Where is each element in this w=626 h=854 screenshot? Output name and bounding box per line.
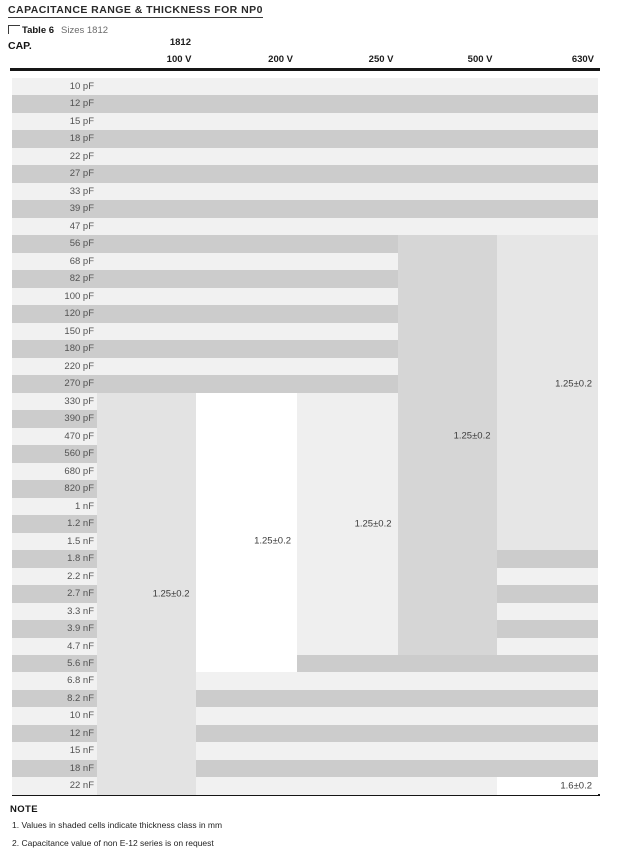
voltage-header-v630: 630V: [571, 54, 594, 65]
thickness-value: 1.25±0.2: [555, 378, 592, 390]
table-cell: [497, 305, 599, 322]
row-label-cell: 100 pF: [12, 288, 97, 305]
table-cell: [97, 777, 196, 794]
table-cell: [297, 445, 398, 462]
table-cell: [297, 742, 398, 759]
table-cell: [497, 585, 599, 602]
row-label-cell: 56 pF: [12, 235, 97, 252]
table-cell: [497, 445, 599, 462]
table-cell: [97, 533, 196, 550]
table-cell: [398, 95, 497, 112]
table-cell: [398, 253, 497, 270]
table-cell: [97, 620, 196, 637]
voltage-header-v200: 200 V: [268, 54, 293, 65]
table-cell: [497, 498, 599, 515]
row-label-cell: 3.9 nF: [12, 620, 97, 637]
column-v200: [196, 78, 298, 795]
table-cell: [297, 760, 398, 777]
table-cell: [497, 113, 599, 130]
table-cell: [97, 760, 196, 777]
page-title: CAPACITANCE RANGE & THICKNESS FOR NP0: [8, 4, 263, 16]
table-cell: [297, 323, 398, 340]
table-cell: [97, 742, 196, 759]
table-cell: [297, 655, 398, 672]
table-cell: [497, 235, 599, 252]
row-label-cell: 82 pF: [12, 270, 97, 287]
table-cell: [398, 568, 497, 585]
table-cell: [497, 78, 599, 95]
table-reference: [8, 25, 108, 36]
table-cell: [297, 707, 398, 724]
table-cell: [196, 305, 298, 322]
cap-column-header: CAP.: [8, 40, 32, 52]
row-label-cell: 39 pF: [12, 200, 97, 217]
table-cell: [297, 393, 398, 410]
row-label-cell: 47 pF: [12, 218, 97, 235]
table-cell: [398, 288, 497, 305]
table-cell: [97, 358, 196, 375]
table-cell: [398, 218, 497, 235]
row-label-cell: 68 pF: [12, 253, 97, 270]
table-cell: [398, 340, 497, 357]
table-cell: [398, 742, 497, 759]
voltage-header-v100: 100 V: [166, 54, 192, 65]
table-cell: [196, 183, 298, 200]
table-cell: [497, 725, 599, 742]
table-cell: [297, 672, 398, 689]
table-cell: [297, 603, 398, 620]
table-cell: [297, 305, 398, 322]
table-cell: [97, 655, 196, 672]
table-cell: [497, 393, 599, 410]
table-cell: [196, 620, 298, 637]
table-cell: [196, 585, 298, 602]
row-label-cell: 1.2 nF: [12, 515, 97, 532]
corner-bracket-icon: [8, 25, 20, 34]
table-cell: [97, 603, 196, 620]
table-cell: [196, 113, 298, 130]
table-cell: [398, 515, 497, 532]
table-cell: [196, 148, 298, 165]
table-cell: [97, 568, 196, 585]
row-label-cell: 330 pF: [12, 393, 97, 410]
table-cell: [97, 218, 196, 235]
table-cell: [297, 270, 398, 287]
row-label-cell: 33 pF: [12, 183, 97, 200]
row-label-cell: 10 nF: [12, 707, 97, 724]
table-cell: [398, 270, 497, 287]
table-cell: [497, 760, 599, 777]
table-cell: [196, 515, 298, 532]
table-cell: [497, 550, 599, 567]
table-cell: [398, 620, 497, 637]
table-cell: [196, 270, 298, 287]
table-cell: [398, 305, 497, 322]
table-cell: [97, 148, 196, 165]
row-label-cell: 2.2 nF: [12, 568, 97, 585]
table-cell: [398, 655, 497, 672]
row-label-cell: 390 pF: [12, 410, 97, 427]
table-cell: [97, 165, 196, 182]
table-cell: [398, 498, 497, 515]
row-label-cell: 15 nF: [12, 742, 97, 759]
table-cell: [97, 725, 196, 742]
table-cell: [297, 463, 398, 480]
table-number: Table 6: [22, 25, 55, 36]
table-cell: [297, 533, 398, 550]
table-cell: [196, 358, 298, 375]
row-label-column: [12, 78, 97, 795]
table-cell: [97, 428, 196, 445]
table-cell: [398, 235, 497, 252]
table-cell: [97, 305, 196, 322]
table-cell: [97, 253, 196, 270]
table-cell: [297, 498, 398, 515]
voltage-header-v250: 250 V: [368, 54, 394, 65]
table-cell: [497, 270, 599, 287]
row-label-cell: 18 pF: [12, 130, 97, 147]
row-label-cell: 10 pF: [12, 78, 97, 95]
row-label-cell: 12 nF: [12, 725, 97, 742]
table-cell: [497, 620, 599, 637]
table-cell: [497, 200, 599, 217]
row-label-cell: 6.8 nF: [12, 672, 97, 689]
table-cell: [497, 480, 599, 497]
table-cell: [398, 445, 497, 462]
row-label-cell: 180 pF: [12, 340, 97, 357]
table-cell: [97, 672, 196, 689]
table-cell: [398, 760, 497, 777]
table-cell: [297, 340, 398, 357]
table-cell: [97, 410, 196, 427]
table-cell: [196, 638, 298, 655]
table-cell: [97, 393, 196, 410]
thickness-value: 1.25±0.2: [152, 588, 190, 600]
table-cell: [297, 148, 398, 165]
table-cell: [398, 148, 497, 165]
row-label-cell: 18 nF: [12, 760, 97, 777]
table-cell: [97, 690, 196, 707]
table-cell: [196, 550, 298, 567]
table-cell: [497, 603, 599, 620]
table-cell: [97, 445, 196, 462]
table-cell: [97, 480, 196, 497]
column-v630: [497, 78, 599, 795]
table-cell: [196, 463, 298, 480]
table-cell: [297, 358, 398, 375]
table-cell: [297, 480, 398, 497]
table-cell: [196, 95, 298, 112]
table-cell: [196, 777, 298, 794]
table-cell: [196, 165, 298, 182]
row-label-cell: 5.6 nF: [12, 655, 97, 672]
table-cell: [497, 742, 599, 759]
column-v100: [97, 78, 196, 795]
table-cell: [497, 288, 599, 305]
table-cell: [398, 725, 497, 742]
row-label-cell: 560 pF: [12, 445, 97, 462]
table-cell: [196, 655, 298, 672]
table-cell: [97, 323, 196, 340]
row-label-cell: 680 pF: [12, 463, 97, 480]
table-cell: [196, 672, 298, 689]
table-cell: [97, 113, 196, 130]
table-cell: [297, 777, 398, 794]
row-label-cell: 150 pF: [12, 323, 97, 340]
row-label-cell: 27 pF: [12, 165, 97, 182]
table-cell: [297, 638, 398, 655]
table-cell: [497, 165, 599, 182]
table-cell: [196, 690, 298, 707]
row-label-cell: 3.3 nF: [12, 603, 97, 620]
row-label-cell: 270 pF: [12, 375, 97, 392]
table-cell: [297, 725, 398, 742]
column-v250: [297, 78, 398, 795]
table-cell: [297, 95, 398, 112]
table-cell: [196, 253, 298, 270]
table-cell: [97, 78, 196, 95]
table-cell: [398, 603, 497, 620]
table-cell: [398, 323, 497, 340]
table-cell: [196, 603, 298, 620]
table-cell: [97, 200, 196, 217]
size-code-header: 1812: [169, 37, 191, 48]
table-cell: [97, 550, 196, 567]
table-cell: [297, 585, 398, 602]
table-cell: [297, 113, 398, 130]
table-cell: [97, 515, 196, 532]
row-label-cell: 1 nF: [12, 498, 97, 515]
table-cell: [97, 235, 196, 252]
table-cell: [497, 183, 599, 200]
row-label-cell: 12 pF: [12, 95, 97, 112]
table-cell: [497, 515, 599, 532]
row-label-cell: 2.7 nF: [12, 585, 97, 602]
table-cell: [497, 638, 599, 655]
table-cell: [398, 672, 497, 689]
table-cell: [497, 95, 599, 112]
table-cell: [196, 445, 298, 462]
table-cell: [497, 340, 599, 357]
table-cell: [398, 690, 497, 707]
table-cell: [398, 183, 497, 200]
table-cell: [297, 620, 398, 637]
table-cell: [297, 550, 398, 567]
table-cell: [297, 78, 398, 95]
voltage-header-v500: 500 V: [467, 54, 493, 65]
table-sizes: Sizes 1812: [61, 25, 109, 36]
table-cell: [398, 393, 497, 410]
table-cell: [497, 323, 599, 340]
table-cell: [398, 777, 497, 794]
thickness-value: 1.6±0.2: [560, 780, 592, 792]
header-rule: [10, 68, 600, 71]
table-cell: [497, 130, 599, 147]
table-cell: [497, 533, 599, 550]
table-cell: [196, 393, 298, 410]
table-cell: [398, 463, 497, 480]
table-cell: [97, 638, 196, 655]
table-cell: [297, 375, 398, 392]
row-label-cell: 120 pF: [12, 305, 97, 322]
table-cell: [196, 428, 298, 445]
table-cell: [97, 707, 196, 724]
row-label-cell: 15 pF: [12, 113, 97, 130]
table-cell: [196, 78, 298, 95]
table-cell: [297, 183, 398, 200]
table-cell: [297, 235, 398, 252]
row-label-cell: 4.7 nF: [12, 638, 97, 655]
table-cell: [497, 568, 599, 585]
table-cell: [97, 498, 196, 515]
note-item-2: 2. Capacitance value of non E-12 series is on request: [12, 838, 214, 848]
row-label-cell: 8.2 nF: [12, 690, 97, 707]
table-cell: [196, 218, 298, 235]
table-cell: [97, 288, 196, 305]
table-cell: [196, 323, 298, 340]
table-cell: [497, 218, 599, 235]
row-label-cell: 22 pF: [12, 148, 97, 165]
row-label-cell: 220 pF: [12, 358, 97, 375]
table-cell: [196, 130, 298, 147]
table-cell: [398, 358, 497, 375]
thickness-value: 1.25±0.2: [453, 430, 491, 442]
table-cell: [196, 760, 298, 777]
table-cell: [196, 340, 298, 357]
table-cell: [497, 410, 599, 427]
note-item-1: 1. Values in shaded cells indicate thickness class in mm: [12, 820, 223, 830]
table-cell: [398, 130, 497, 147]
table-cell: [97, 183, 196, 200]
table-cell: [398, 78, 497, 95]
table-cell: [497, 428, 599, 445]
table-cell: [497, 253, 599, 270]
row-label-cell: 22 nF: [12, 777, 97, 794]
table-cell: [297, 410, 398, 427]
table-cell: [398, 113, 497, 130]
table-cell: [398, 533, 497, 550]
table-cell: [398, 550, 497, 567]
table-cell: [97, 95, 196, 112]
table-cell: [297, 253, 398, 270]
table-cell: [398, 200, 497, 217]
table-cell: [196, 742, 298, 759]
table-cell: [196, 288, 298, 305]
row-label-cell: 470 pF: [12, 428, 97, 445]
table-cell: [398, 410, 497, 427]
table-cell: [497, 148, 599, 165]
table-cell: [297, 218, 398, 235]
note-heading: NOTE: [10, 804, 38, 815]
table-cell: [196, 410, 298, 427]
table-cell: [497, 690, 599, 707]
row-label-cell: 1.8 nF: [12, 550, 97, 567]
table-cell: [97, 463, 196, 480]
table-cell: [196, 375, 298, 392]
table-cell: [196, 725, 298, 742]
table-cell: [398, 707, 497, 724]
table-cell: [497, 463, 599, 480]
table-cell: [97, 130, 196, 147]
table-cell: [398, 165, 497, 182]
table-cell: [497, 672, 599, 689]
table-cell: [297, 428, 398, 445]
table-cell: [297, 130, 398, 147]
table-cell: [398, 638, 497, 655]
table-cell: [497, 655, 599, 672]
table-cell: [196, 200, 298, 217]
table-cell: [497, 358, 599, 375]
table-cell: [196, 707, 298, 724]
table-cell: [297, 200, 398, 217]
table-cell: [97, 270, 196, 287]
thickness-value: 1.25±0.2: [354, 518, 392, 530]
table-cell: [297, 288, 398, 305]
table-cell: [297, 690, 398, 707]
table-cell: [97, 375, 196, 392]
table-cell: [297, 165, 398, 182]
table-cell: [196, 480, 298, 497]
row-label-cell: 820 pF: [12, 480, 97, 497]
table-cell: [196, 235, 298, 252]
row-label-cell: 1.5 nF: [12, 533, 97, 550]
table-cell: [398, 585, 497, 602]
table-cell: [297, 568, 398, 585]
table-cell: [196, 568, 298, 585]
table-cell: [497, 707, 599, 724]
thickness-value: 1.25±0.2: [254, 535, 291, 547]
table-cell: [398, 480, 497, 497]
table-cell: [97, 340, 196, 357]
table-cell: [398, 375, 497, 392]
table-cell: [196, 498, 298, 515]
